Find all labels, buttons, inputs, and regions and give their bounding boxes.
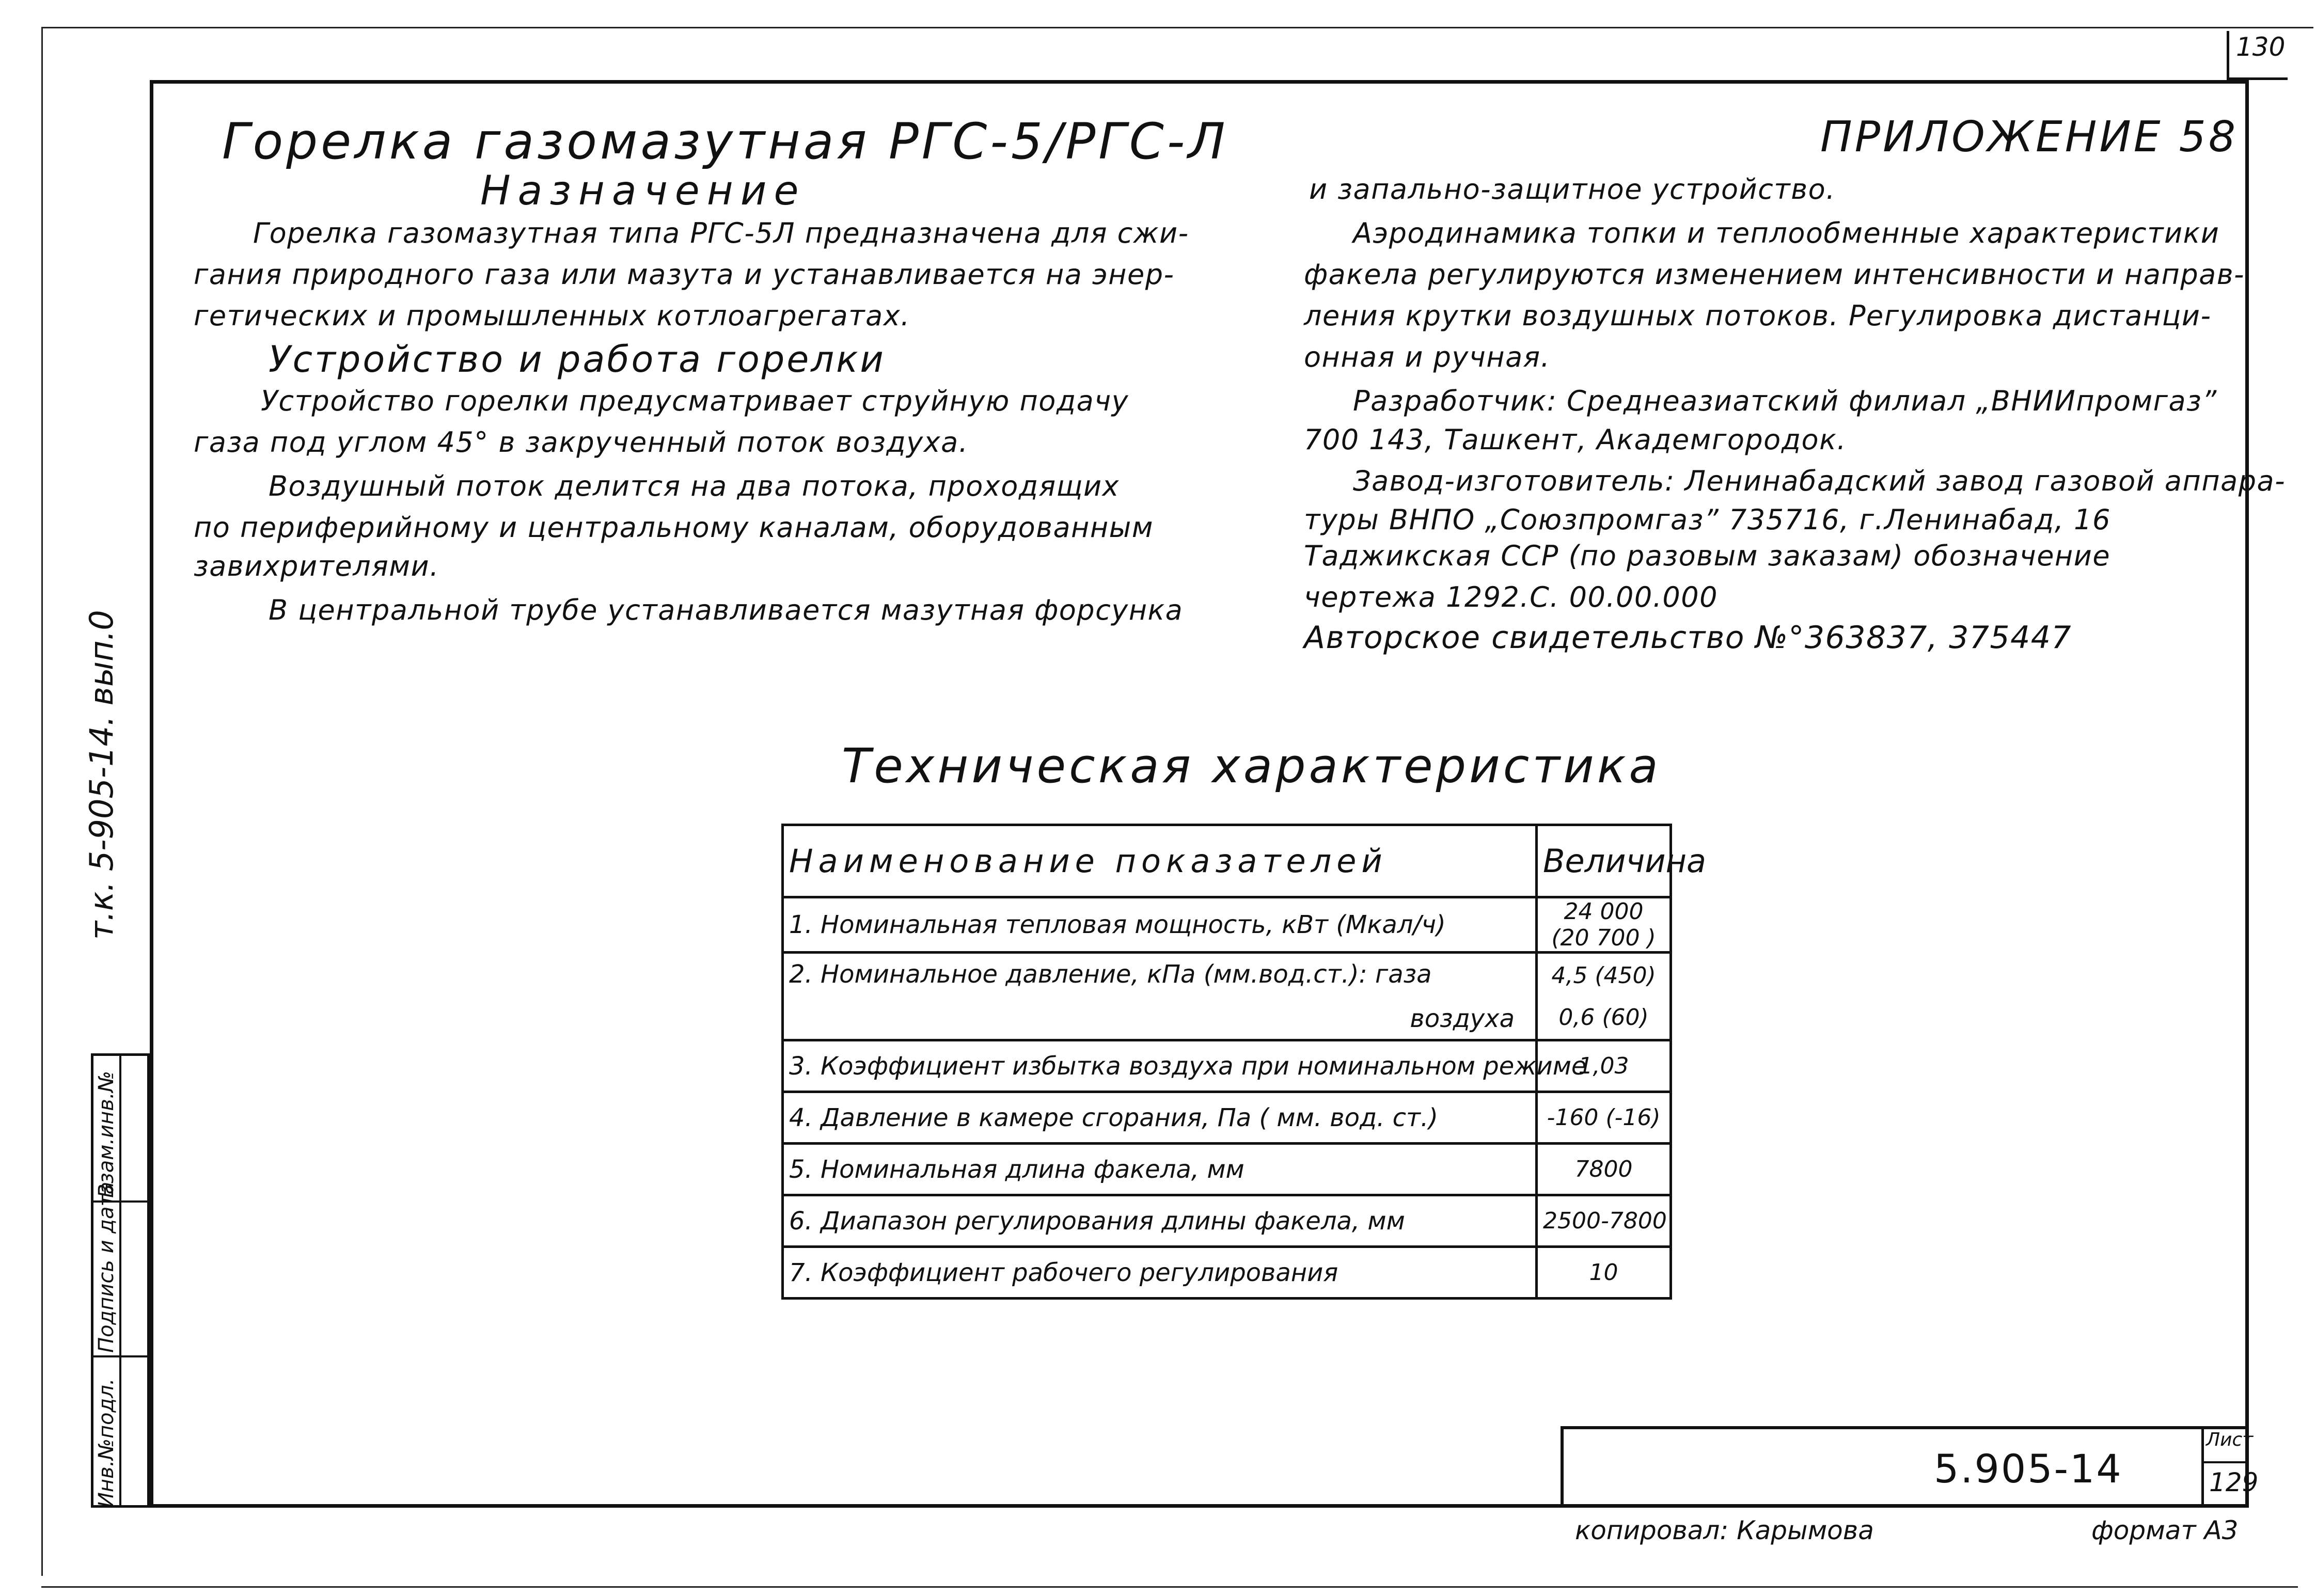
row-value-secondary: 0,6 (60): [1558, 1004, 1649, 1031]
section-heading-device: Устройство и работа горелки: [269, 338, 886, 381]
row-value: 10: [1537, 1247, 1671, 1299]
row-name: 2. Номинальное давление, кПа (мм.вод.ст.): газа: [789, 959, 1432, 989]
side-document-code: т.к. 5-905-14. вып.0: [83, 610, 120, 940]
spec-table: [781, 824, 1707, 1300]
strip-divider-vertical: [119, 1056, 121, 1505]
row-name: 3. Коэффициент избытка воздуха при номинальном режиме: [783, 1040, 1537, 1092]
text-line: факела регулируются изменением интенсивности и направ-: [1304, 258, 2245, 291]
table-row: [783, 1040, 1671, 1092]
text-line: чертежа 1292.С. 00.00.000: [1304, 581, 1718, 613]
title-block-divider: [2201, 1461, 2249, 1463]
section-heading-purpose: Назначение: [480, 168, 806, 214]
text-line: В центральной трубе устанавливается мазутная форсунка: [269, 594, 1184, 626]
text-line: онная и ручная.: [1304, 341, 1551, 373]
row-value: 1,03: [1537, 1040, 1671, 1092]
text-line: Завод-изготовитель: Ленинабадский завод газовой аппара-: [1353, 465, 2286, 497]
table-row: [783, 1144, 1671, 1195]
text-line: Разработчик: Среднеазиатский филиал „ВНИИпромгаз”: [1353, 385, 2217, 417]
text-line: 700 143, Ташкент, Академгородок.: [1304, 423, 1847, 456]
sheet-number: 130: [2236, 32, 2286, 62]
text-line: Устройство горелки предусматривает струйную подачу: [261, 385, 1129, 417]
binding-strip: [91, 1053, 150, 1508]
header-name-cell: [783, 825, 1537, 897]
appendix-label: ПРИЛОЖЕНИЕ 58: [1820, 113, 2239, 162]
text-line: по периферийному и центральному каналам, оборудованным: [194, 511, 1154, 544]
sheet-page-number: 129: [2209, 1467, 2259, 1497]
header-value: Величина: [1543, 842, 1707, 880]
row-name-secondary: воздуха: [1410, 1004, 1515, 1033]
text-line: и запально-защитное устройство.: [1309, 173, 1836, 206]
row-value: 7800: [1537, 1144, 1671, 1195]
sheet-top-edge: [41, 27, 2313, 28]
table-row: [783, 897, 1671, 953]
text-line: Горелка газомазутная типа РГС-5Л предназначена для сжи-: [253, 217, 1189, 249]
sheet-left-edge: [41, 27, 43, 1576]
sheet-bottom-edge: [41, 1586, 2298, 1588]
row-value: 2500-7800: [1537, 1195, 1671, 1247]
text-line: Воздушный поток делится на два потока, проходящих: [269, 470, 1120, 502]
strip-label-replace-inv: Взам.инв.№: [94, 1070, 118, 1198]
table-header-row: [783, 825, 1671, 897]
table-row: [783, 1092, 1671, 1144]
text-line: завихрителями.: [194, 550, 439, 582]
row-name: 1. Номинальная тепловая мощность, кВт (Мкал/ч): [783, 897, 1537, 953]
row-value-secondary: (20 700 ): [1551, 925, 1656, 951]
text-line: Авторское свидетельство №°363837, 375447: [1304, 620, 2072, 656]
text-line: Аэродинамика топки и теплообменные характеристики: [1353, 217, 2220, 249]
text-line: ления крутки воздушных потоков. Регулировка дистанци-: [1304, 299, 2212, 332]
text-line: гания природного газа или мазута и устанавливается на энер-: [194, 258, 1175, 291]
title-block-divider: [2201, 1426, 2204, 1508]
text-line: гетических и промышленных котлоагрегатах.: [194, 299, 910, 332]
copied-by: копировал: Карымова: [1575, 1515, 1874, 1545]
strip-label-inv-orig: Инв.№подл.: [94, 1378, 118, 1508]
row-name: 4. Давление в камере сгорания, Па ( мм. вод. ст.): [783, 1092, 1537, 1144]
row-name-cell: [783, 953, 1537, 1040]
title-block: [1561, 1426, 2249, 1508]
row-value-cell: [1537, 953, 1671, 1040]
strip-divider: [93, 1355, 147, 1357]
row-name: 6. Диапазон регулирования длины факела, мм: [783, 1195, 1537, 1247]
text-line: туры ВНПО „Союзпромгаз” 735716, г.Ленинабад, 16: [1304, 503, 2111, 536]
row-name: 5. Номинальная длина факела, мм: [783, 1144, 1537, 1195]
row-name: 7. Коэффициент рабочего регулирования: [783, 1247, 1537, 1299]
paper-format: формат А3: [2091, 1515, 2239, 1545]
strip-label-signature-date: Подпись и дата: [94, 1181, 118, 1353]
sheet-label: Лист: [2206, 1429, 2254, 1450]
text-line: Таджикская ССР (по разовым заказам) обозначение: [1304, 540, 2111, 572]
header-name: Наименование показателей: [789, 842, 1388, 880]
tech-characteristics-title: Техническая характеристика: [842, 738, 1661, 794]
table-row: [783, 953, 1671, 1040]
text-line: газа под углом 45° в закрученный поток воздуха.: [194, 426, 969, 459]
table-row: [783, 1195, 1671, 1247]
row-value: 24 000: [1564, 898, 1644, 925]
header-value-cell: [1537, 825, 1707, 897]
row-value-cell: [1537, 897, 1671, 953]
row-value: -160 (-16): [1537, 1092, 1671, 1144]
document-code: 5.905-14: [1934, 1446, 2123, 1492]
row-value: 4,5 (450): [1551, 962, 1656, 989]
table-row: [783, 1247, 1671, 1299]
page-title: Горелка газомазутная РГС-5/РГС-Л: [222, 113, 1228, 170]
